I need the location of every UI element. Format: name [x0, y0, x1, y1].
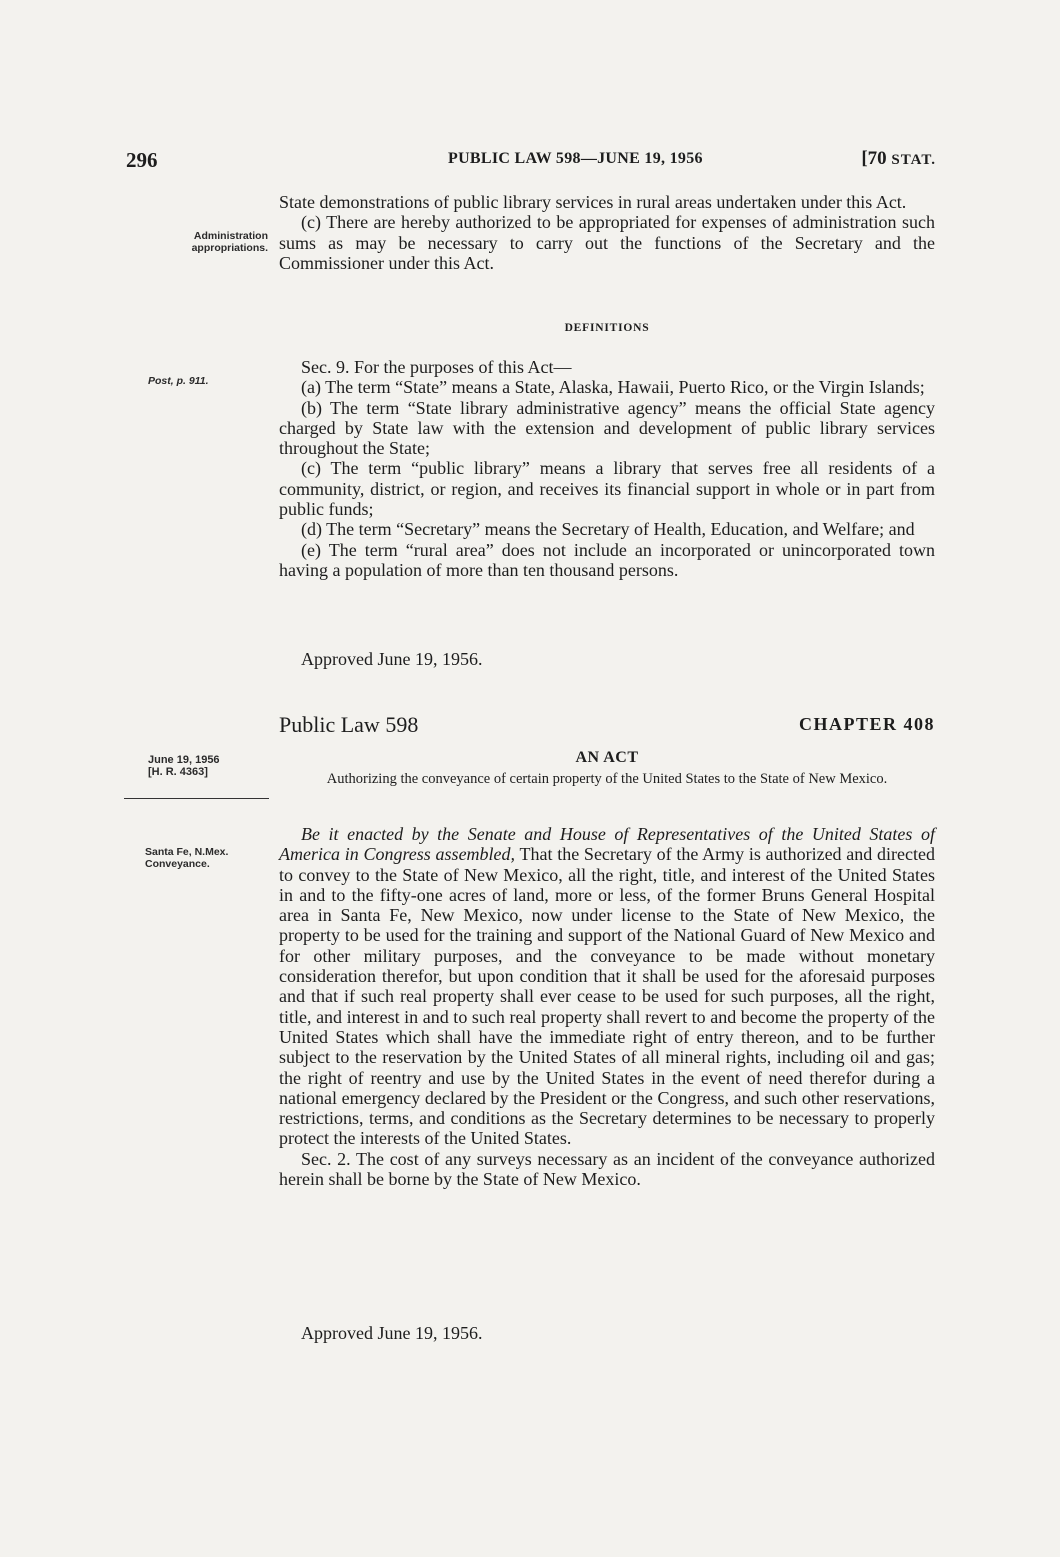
enacting-clause: Be it enacted by the Senate and House of Representatives of the United States of America in Congress assembled,	[279, 824, 935, 865]
section-9-intro: Sec. 9. For the purposes of this Act—	[301, 357, 572, 377]
definition-d: (d) The term “Secretary” means the Secretary of Health, Education, and Welfare; and	[301, 519, 915, 540]
an-act-heading: AN ACT	[575, 749, 639, 766]
margin-note-conveyance: Conveyance.	[145, 858, 210, 870]
margin-note-bill-date: June 19, 1956	[148, 754, 220, 766]
margin-note-bill-number: [H. R. 4363]	[148, 766, 208, 778]
act-body	[279, 824, 935, 1189]
section-2: Sec. 2. The cost of any surveys necessary as an incident of the conveyance authorized herein shall be borne by the State of New Mexico.	[279, 1148, 935, 1190]
approved-date-2: Approved June 19, 1956.	[301, 1323, 483, 1343]
approved-date-1: Approved June 19, 1956.	[301, 649, 483, 669]
statute-volume	[861, 148, 936, 170]
law-heading	[279, 712, 935, 738]
definitions-heading: DEFINITIONS	[564, 322, 650, 334]
margin-note-administration: Administration appropriations.	[191, 230, 268, 254]
section-1-text: That the Secretary of the Army is authorized and directed to convey to the State of New Mexico, all the right, title, and interest of the United States in and to the fifty-one acres of land, more or less, of the former Bruns General Hospital area in Santa Fe, New Mexico, now under license to the State of New Mexico, the property to be used for the training and support of the National Guard of New Mexico and for other military purposes, and the conveyance to be made without monetary consideration therefor, but upon condition that it shall be used for the aforesaid purposes and that if such real property shall ever cease to be used for such purposes, all the right, title, and interest in and to such real property shall revert to and become the property of the United States which shall have the immediate right of entry thereon, and to be further subject to the reservation by the United States of all mineral rights, including oil and gas; the right of reentry and use by the United States in the event of need therefor during a national emergency declared by the President or the Congress, and such other reservations, restrictions, terms, and conditions as the Secretary determines to be necessary to properly protect the interests of the United States.	[279, 844, 936, 1149]
page-header	[126, 148, 936, 174]
definitions-section	[279, 357, 935, 580]
margin-rule	[124, 798, 269, 799]
margin-note-post: Post, p. 911.	[148, 375, 209, 387]
page-number: 296	[126, 148, 158, 172]
definition-c: (c) The term “public library” means a library that serves free all residents of a community, district, or region, and receives its financial support in whole or in part from public funds;	[279, 458, 935, 520]
act-title: Authorizing the conveyance of certain property of the United States to the State of New Mexico.	[326, 771, 888, 787]
continuation-paragraph: State demonstrations of public library services in rural areas undertaken under this Act.	[279, 192, 907, 212]
running-title: PUBLIC LAW 598—JUNE 19, 1956	[448, 150, 703, 167]
public-law-number: Public Law 598	[279, 712, 419, 737]
stat-suffix: STAT.	[891, 152, 936, 168]
margin-note-santa-fe: Santa Fe, N.Mex.	[145, 846, 229, 858]
paragraph-c-appropriations: (c) There are hereby authorized to be appropriated for expenses of administration such sums as may be necessary to carry out the functions of the Secretary and the Commissioner under this Act.	[279, 212, 935, 273]
section-continuation	[279, 192, 935, 273]
definition-e: (e) The term “rural area” does not include an incorporated or unincorporated town having a population of more than ten thousand persons.	[279, 539, 935, 580]
section-1	[279, 824, 935, 1149]
definition-b: (b) The term “State library administrative agency” means the official State agency charged by State law with the extension and development of public library services throughout the State;	[279, 397, 935, 459]
chapter-number: CHAPTER 408	[798, 714, 935, 734]
stat-prefix: [70	[861, 148, 892, 169]
definition-a: (a) The term “State” means a State, Alaska, Hawaii, Puerto Rico, or the Virgin Islands;	[301, 377, 925, 398]
